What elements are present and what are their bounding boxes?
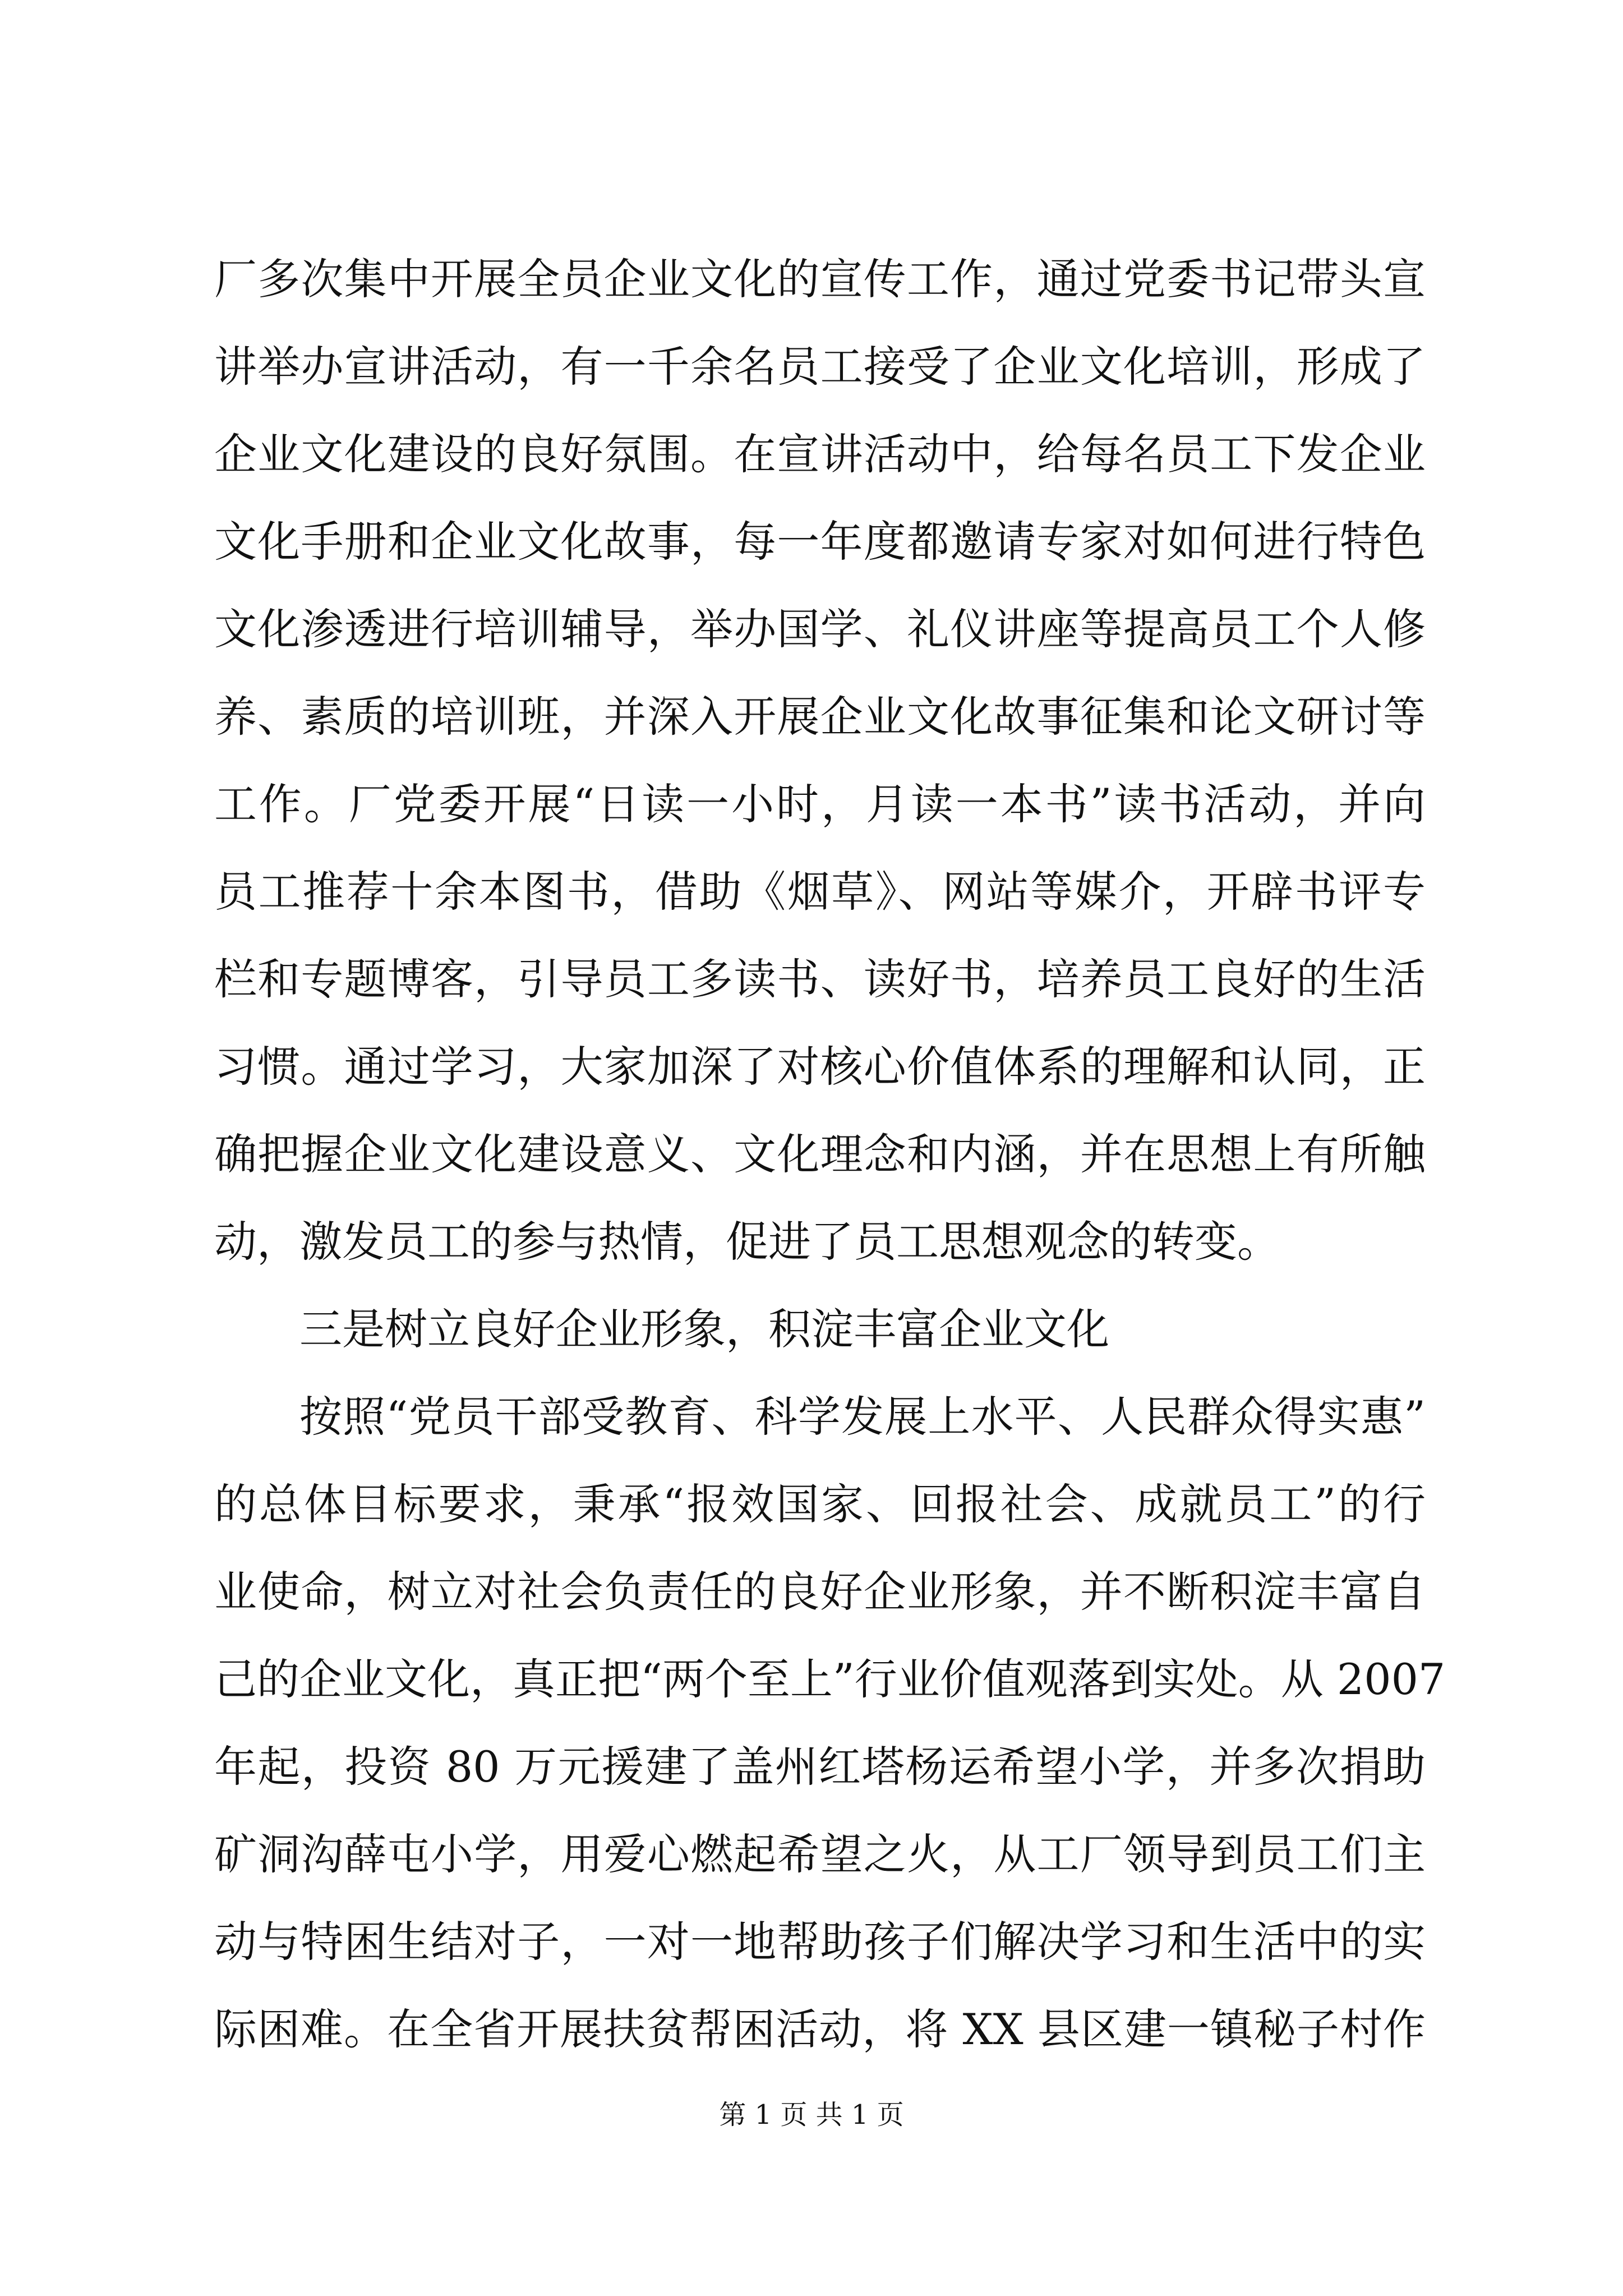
text-line: 讲举办宣讲活动，有一千余名员工接受了企业文化培训，形成了 (214, 342, 1426, 392)
text-line: 动，激发员工的参与热情，促进了员工思想观念的转变。 (214, 1217, 1280, 1267)
text-line: 己的企业文化，真正把“两个至上”行业价值观落到实处。从 2007 (214, 1654, 1446, 1704)
text-line: 际困难。在全省开展扶贫帮困活动，将 XX 县区建一镇秘子村作 (214, 2004, 1426, 2054)
text-line: 动与特困生结对子，一对一地帮助孩子们解决学习和生活中的实 (214, 1917, 1426, 1967)
text-line: 文化渗透进行培训辅导，举办国学、礼仪讲座等提高员工个人修 (214, 604, 1426, 654)
text-line: 按照“党员干部受教育、科学发展上水平、人民群众得实惠” (299, 1392, 1426, 1442)
text-line: 文化手册和企业文化故事，每一年度都邀请专家对如何进行特色 (214, 517, 1426, 567)
text-line: 工作。厂党委开展“日读一小时，月读一本书”读书活动，并向 (214, 779, 1426, 829)
text-line: 年起，投资 80 万元援建了盖州红塔杨运希望小学，并多次捐助 (214, 1742, 1426, 1792)
text-line: 业使命，树立对社会负责任的良好企业形象，并不断积淀丰富自 (214, 1567, 1426, 1617)
text-line: 矿洞沟薛屯小学，用爱心燃起希望之火，从工厂领导到员工们主 (214, 1829, 1426, 1879)
text-line: 员工推荐十余本图书，借助《烟草》、网站等媒介，开辟书评专 (214, 867, 1426, 917)
body-text (214, 236, 1446, 2073)
text-line: 确把握企业文化建设意义、文化理念和内涵，并在思想上有所触 (214, 1129, 1426, 1179)
text-line: 习惯。通过学习，大家加深了对核心价值体系的理解和认同，正 (214, 1042, 1426, 1092)
text-line: 养、素质的培训班，并深入开展企业文化故事征集和论文研讨等 (214, 692, 1426, 742)
text-line: 厂多次集中开展全员企业文化的宣传工作，通过党委书记带头宣 (214, 254, 1426, 304)
text-line: 栏和专题博客，引导员工多读书、读好书，培养员工良好的生活 (214, 954, 1426, 1004)
section-heading: 三是树立良好企业形象，积淀丰富企业文化 (299, 1304, 1109, 1354)
text-line: 企业文化建设的良好氛围。在宣讲活动中，给每名员工下发企业 (214, 429, 1426, 479)
page-footer: 第 1 页 共 1 页 (719, 2099, 904, 2131)
text-line: 的总体目标要求，秉承“报效国家、回报社会、成就员工”的行 (214, 1479, 1426, 1529)
